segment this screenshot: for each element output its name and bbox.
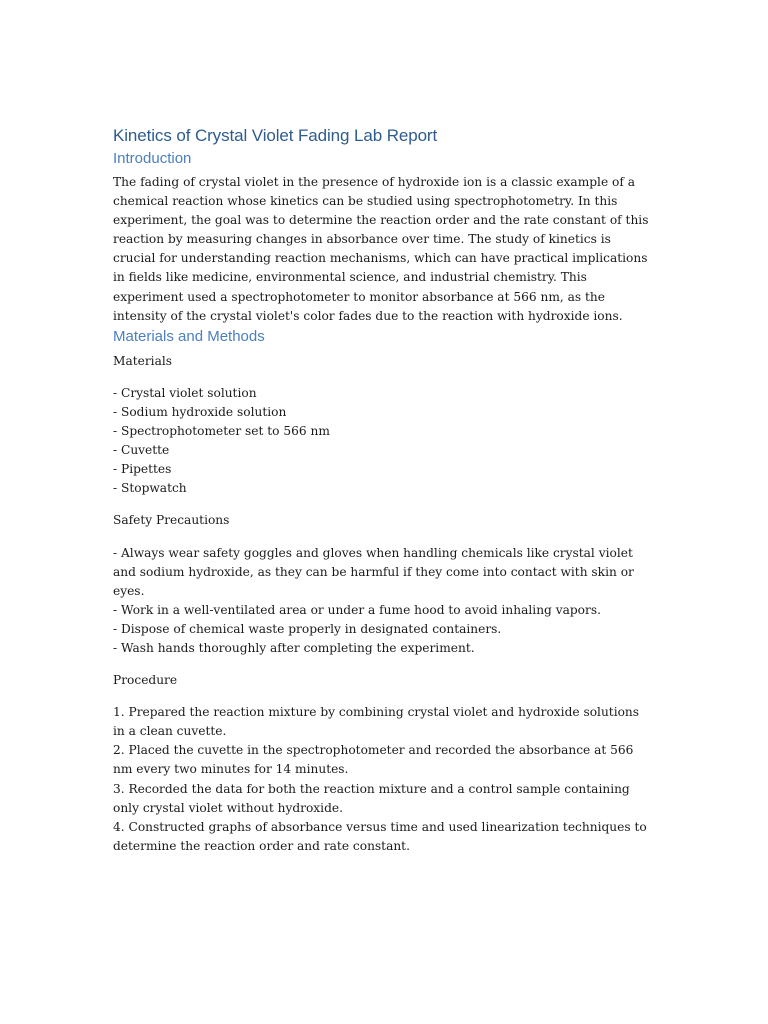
materials-list — [113, 384, 653, 499]
list-item: - Work in a well-ventilated area or under a fume hood to avoid inhaling vapors. — [113, 602, 601, 617]
introduction-heading: Introduction — [113, 150, 192, 167]
introduction-paragraph: The fading of crystal violet in the presence of hydroxide ion is a classic example of a chemical reaction whose kinetics can be studied using spectrophotometry. In this experiment, the goal was to determine the reaction order and the rate constant of this reaction by measuring changes in absorbance over time. The study of kinetics is crucial for understanding reaction mechanisms, which can have practical implications in fields like medicine, environmental science, and industrial chemistry. This experiment used a spectrophotometer to monitor absorbance at 566 nm, as the intensity of the crystal violet's color fades due to the reaction with hydroxide ions. — [113, 175, 649, 323]
safety-label: Safety Precautions — [113, 513, 230, 528]
list-item: - Cuvette — [113, 443, 170, 458]
list-item: - Pipettes — [113, 462, 172, 477]
page-title: Kinetics of Crystal Violet Fading Lab Report — [113, 126, 438, 145]
list-item: - Stopwatch — [113, 481, 187, 496]
list-item: - Spectrophotometer set to 566 nm — [113, 424, 330, 439]
procedure-label: Procedure — [113, 673, 178, 688]
list-item: 1. Prepared the reaction mixture by combining crystal violet and hydroxide solutions in a clean cuvette. — [113, 705, 640, 739]
list-item: 2. Placed the cuvette in the spectrophotometer and recorded the absorbance at 566 nm every two minutes for 14 minutes. — [113, 743, 634, 777]
list-item: - Dispose of chemical waste properly in designated containers. — [113, 621, 502, 636]
document-page — [113, 124, 653, 856]
list-item: - Crystal violet solution — [113, 385, 257, 400]
procedure-list — [113, 703, 653, 856]
materials-methods-heading: Materials and Methods — [113, 327, 265, 345]
list-item: - Always wear safety goggles and gloves when handling chemicals like crystal violet and sodium hydroxide, as they can be harmful if they come into contact with skin or eyes. — [113, 545, 634, 598]
list-item: 4. Constructed graphs of absorbance versus time and used linearization techniques to determine the reaction order and rate constant. — [113, 819, 647, 853]
materials-label: Materials — [113, 353, 172, 368]
list-item: - Wash hands thoroughly after completing the experiment. — [113, 640, 475, 655]
safety-list — [113, 544, 653, 659]
list-item: 3. Recorded the data for both the reaction mixture and a control sample containing only crystal violet without hydroxide. — [113, 781, 630, 815]
list-item: - Sodium hydroxide solution — [113, 404, 287, 419]
